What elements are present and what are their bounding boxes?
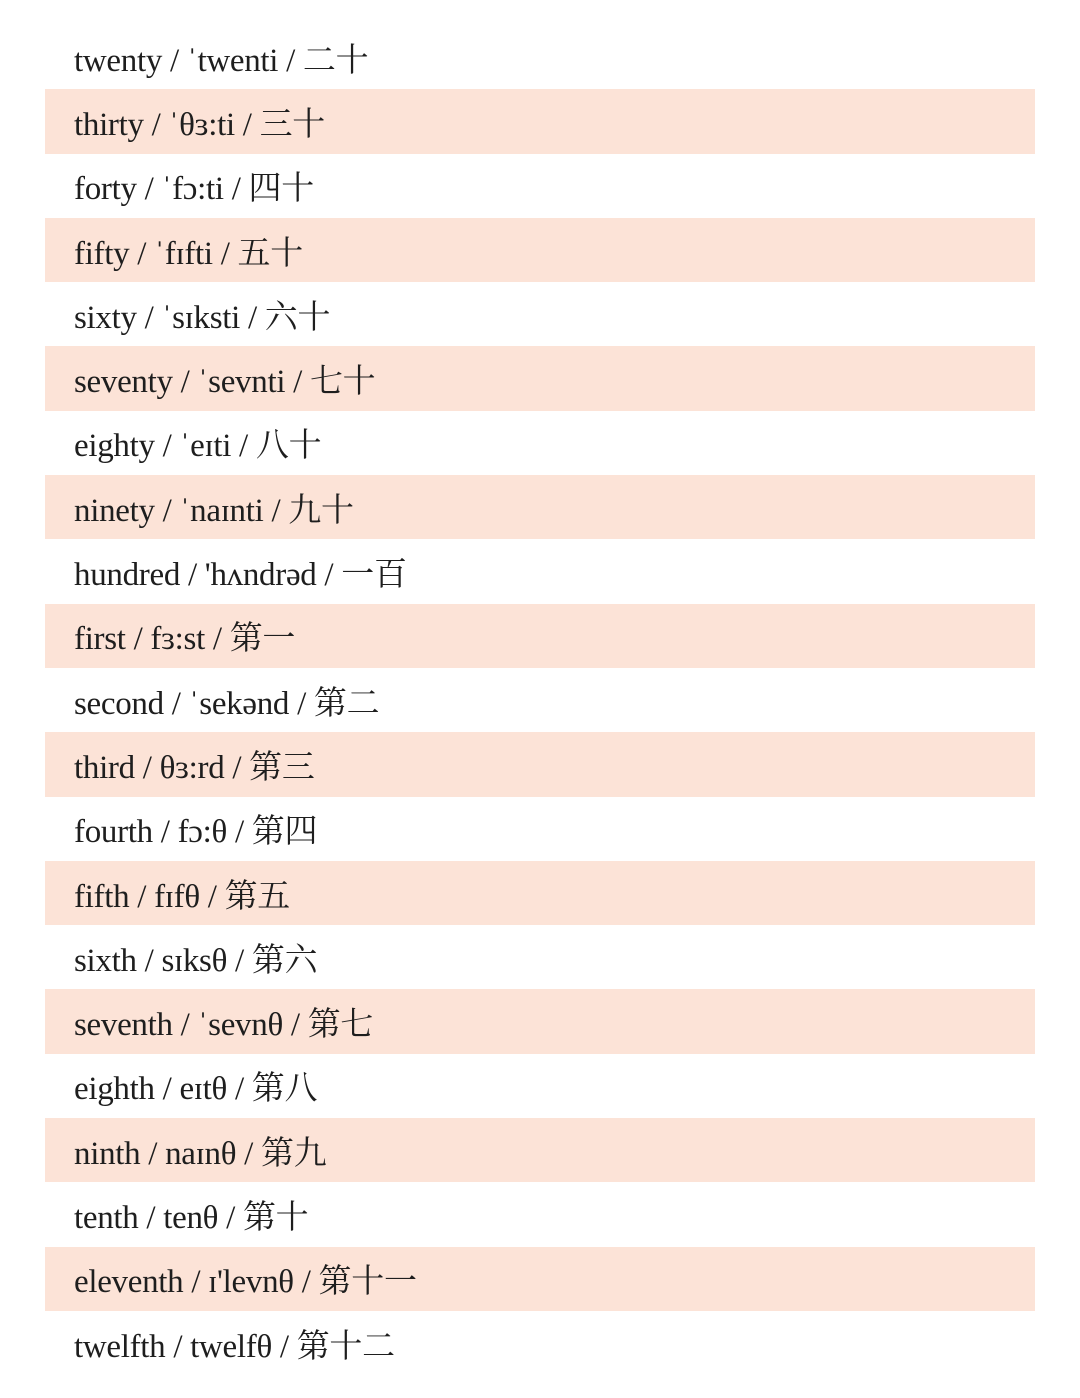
vocab-row-seventy: seventy / ˈsevnti / 七十 <box>45 346 1035 410</box>
vocab-row-fourth: fourth / fɔ:θ / 第四 <box>74 814 318 851</box>
vocab-row-ninth: ninth / naɪnθ / 第九 <box>45 1118 1035 1182</box>
vocab-row-seventh: seventh / ˈsevnθ / 第七 <box>45 989 1035 1053</box>
vocab-row-eleventh: eleventh / ɪ'levnθ / 第十一 <box>45 1247 1035 1311</box>
vocab-row-twenty: twenty / ˈtwenti / 二十 <box>74 42 369 79</box>
vocab-row-first: first / fɜ:st / 第一 <box>45 604 1035 668</box>
vocab-row-third: third / θɜ:rd / 第三 <box>45 732 1035 796</box>
vocab-row-eighth: eighth / eɪtθ / 第八 <box>74 1071 318 1108</box>
vocab-row-tenth: tenth / tenθ / 第十 <box>74 1199 309 1236</box>
vocab-row-second: second / ˈsekənd / 第二 <box>74 685 380 722</box>
vocab-row-forty: forty / ˈfɔ:ti / 四十 <box>74 171 314 208</box>
vocab-row-hundred: hundred / 'hʌndrəd / 一百 <box>74 557 407 594</box>
vocab-row-sixth: sixth / sɪksθ / 第六 <box>74 942 318 979</box>
vocab-row-eighty: eighty / ˈeɪti / 八十 <box>74 428 322 465</box>
vocab-row-sixty: sixty / ˈsɪksti / 六十 <box>74 299 331 336</box>
vocab-row-twelfth: twelfth / twelfθ / 第十二 <box>74 1328 395 1365</box>
number-vocabulary-list <box>45 25 1035 1375</box>
vocab-row-thirty: thirty / ˈθɜ:ti / 三十 <box>45 89 1035 153</box>
vocab-row-fifty: fifty / ˈfɪfti / 五十 <box>45 218 1035 282</box>
vocab-row-ninety: ninety / ˈnaɪnti / 九十 <box>45 475 1035 539</box>
vocab-row-fifth: fifth / fɪfθ / 第五 <box>45 861 1035 925</box>
